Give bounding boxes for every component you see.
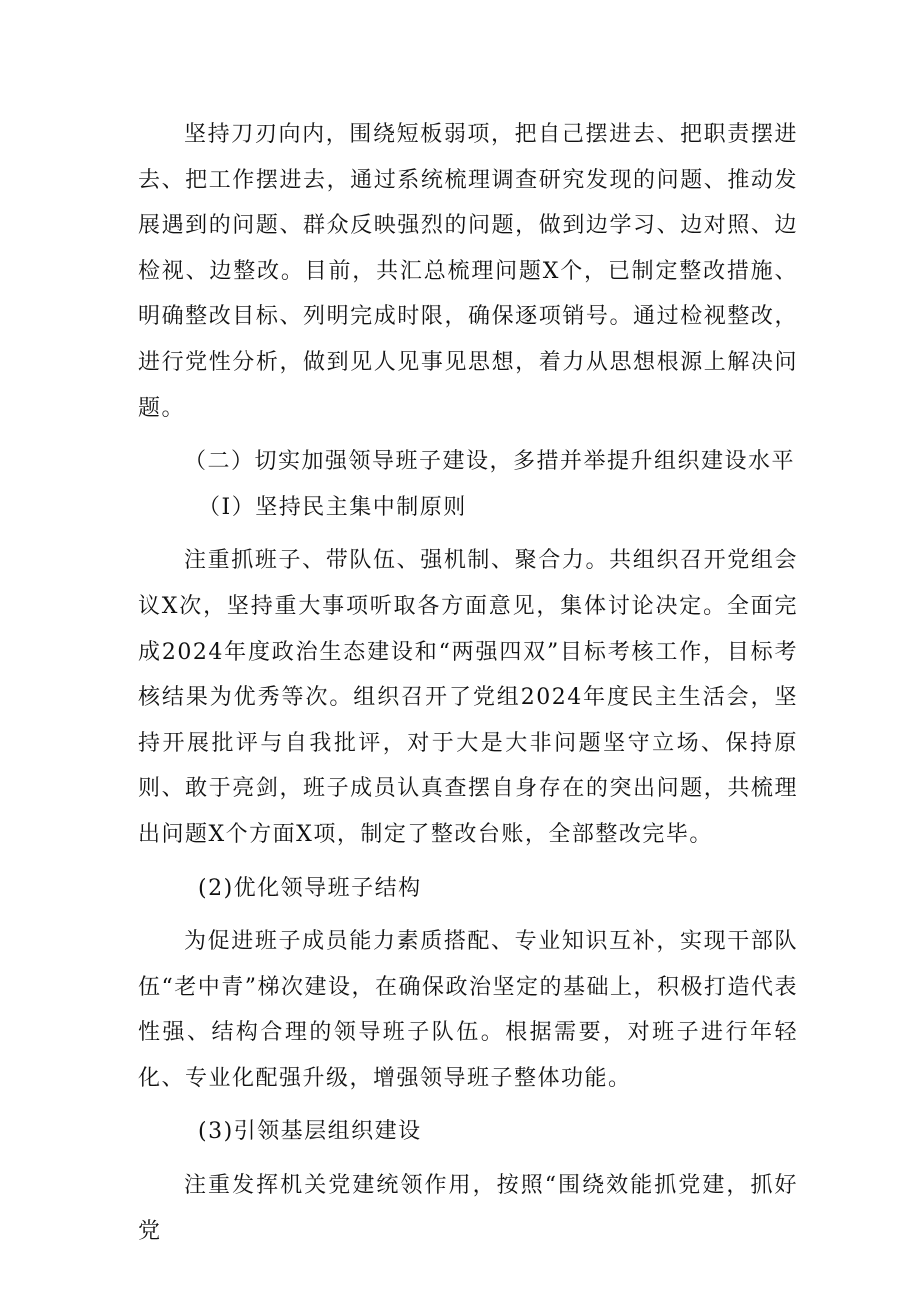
spacer [138, 1155, 798, 1163]
item-heading-team-structure: (2)优化领导班子结构 [198, 875, 422, 901]
spacer [138, 911, 798, 919]
paragraph-team-structure: 为促进班子成员能力素质搭配、专业知识互补，实现干部队伍“老中青”梯次建设，在确保政治坚定的基础上，积极打造代表性强、结构合理的领导班子队伍。根据需要，对班子进行年轻化、专业化配强升级，增强领导班子整体功能。 [138, 929, 798, 1091]
spacer [138, 530, 798, 538]
spacer [138, 858, 798, 866]
item-heading-democratic-centralism: （I）坚持民主集中制原则 [198, 494, 467, 520]
document-body [138, 112, 798, 1254]
spacer [138, 1101, 798, 1109]
paragraph-grassroots: 注重发挥机关党建统领作用，按照“围绕效能抓党建，抓好党 [138, 1173, 798, 1244]
paragraph-democratic-centralism: 注重抓班子、带队伍、强机制、聚合力。共组织召开党组会议X次，坚持重大事项听取各方面意见，集体讨论决定。全面完成2024年度政治生态建设和“两强四双”目标考核工作，目标考核结果为优秀等次。组织召开了党组2024年度民主生活会，坚持开展批评与自我批评，对于大是大非问题坚守立场、保持原则、敢于亮剑，班子成员认真查摆自身存在的突出问题，共梳理出问题X个方面X项，制定了整改台账，全部整改完毕。 [138, 548, 798, 847]
section-heading-leadership: （二）切实加强领导班子建设，多措并举提升组织建设水平 [184, 449, 796, 475]
item-heading-grassroots: (3)引领基层组织建设 [198, 1119, 422, 1145]
paragraph-rectification: 坚持刀刃向内，围绕短板弱项，把自己摆进去、把职责摆进去、把工作摆进去，通过系统梳理调查研究发现的问题、推动发展遇到的问题、群众反映强烈的问题，做到边学习、边对照、边检视、边整改。目前，共汇总梳理问题X个，已制定整改措施、明确整改目标、列明完成时限，确保逐项销号。通过检视整改，进行党性分析，做到见人见事见思想，着力从思想根源上解决问题。 [138, 122, 798, 421]
spacer [138, 431, 798, 439]
